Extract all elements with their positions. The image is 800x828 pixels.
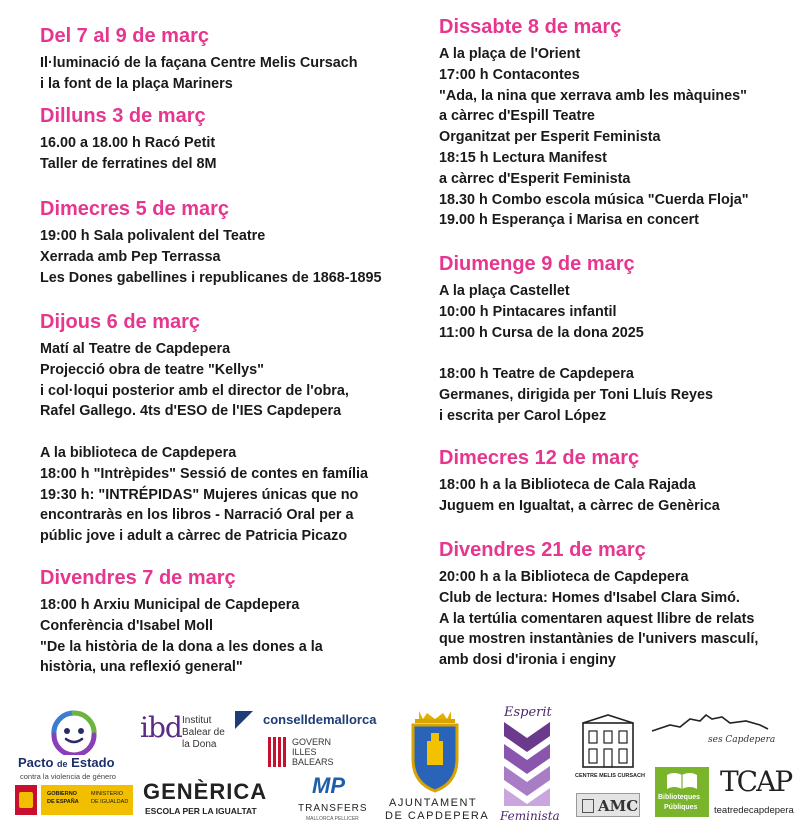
- event-line: 18:00 h Arxiu Municipal de Capdepera: [40, 597, 300, 613]
- generica-name: GENÈRICA: [143, 779, 268, 804]
- biblioteques-line2: Públiques: [664, 804, 698, 811]
- event-line: 18:00 h Teatre de Capdepera: [439, 366, 634, 383]
- govern-line1: GOVERN: [292, 737, 332, 747]
- ajuntament-capdepera-logo: [385, 709, 490, 825]
- building-icon: [579, 713, 637, 769]
- event-line: públic jove i adult a càrrec de Patricia Picazo: [40, 528, 348, 545]
- event-block-21-march: [439, 538, 758, 671]
- event-block-7-9-march: [40, 24, 358, 95]
- govern-line3: BALEARS: [292, 757, 334, 767]
- ministry-line1: MINISTERIO: [91, 791, 124, 797]
- event-lines: [40, 226, 382, 288]
- event-line: Juguem en Igualtat, a càrrec de Genèrica: [439, 497, 720, 514]
- generica-logo: [143, 779, 283, 819]
- event-day-heading: Dimecres 5 de març: [40, 198, 230, 220]
- pacto-estado: Estado: [71, 755, 115, 770]
- gobierno-line1: GOBIERNO: [47, 791, 77, 797]
- event-line: Les Dones gabellines i republicanes de 1868-1895: [40, 269, 382, 286]
- event-lines: [40, 339, 368, 547]
- tcap-mark: TCAP: [720, 765, 792, 798]
- ses-capdepera-name: ses Capdepera: [708, 735, 776, 745]
- event-block-8-march: [439, 15, 749, 231]
- sponsor-logos: [0, 695, 800, 828]
- consell-mallorca-logo: [233, 709, 383, 733]
- esperit-top: Esperit: [504, 705, 552, 720]
- ibd-line2: Balear de: [182, 727, 225, 738]
- biblioteques-line1: Biblioteques: [658, 794, 701, 801]
- event-lines: [40, 53, 358, 95]
- ajuntament-line1: AJUNTAMENT: [389, 797, 478, 809]
- pacto-subtitle: contra la violencia de género: [20, 772, 116, 781]
- consell-name: conselldemallorca: [263, 712, 377, 727]
- event-line: 19:00 h Sala polivalent del Teatre: [40, 228, 266, 244]
- generica-subtitle: ESCOLA PER LA IGUALTAT: [145, 806, 257, 816]
- esperit-feminista-logo: [496, 705, 558, 827]
- event-block-12-march: [439, 446, 720, 517]
- capdepera-coat-of-arms-icon: [405, 709, 465, 793]
- govern-line2: ILLES: [292, 747, 317, 757]
- event-lines: [439, 567, 758, 671]
- archive-icon: [582, 799, 594, 813]
- event-line: A la plaça de l'Orient: [439, 46, 581, 62]
- event-line: història, una reflexió general": [40, 659, 243, 676]
- ministry-line2: DE IGUALDAD: [91, 799, 129, 805]
- pacto-de-estado-logo: [18, 705, 130, 785]
- event-line: 19:30 h: "INTRÉPIDAS" Mujeres únicas que no: [40, 486, 359, 503]
- govern-illes-balears-logo: [268, 735, 348, 771]
- spain-coat-of-arms-icon: [15, 785, 37, 815]
- event-line: 19.00 h Esperança i Marisa en concert: [439, 212, 699, 229]
- event-line: Organitzat per Esperit Feminista: [439, 129, 661, 146]
- ajuntament-line2: DE CAPDEPERA: [385, 810, 490, 822]
- event-line: 20:00 h a la Biblioteca de Capdepera: [439, 569, 689, 585]
- event-block-6-march: [40, 310, 368, 547]
- event-line: Club de lectura: Homes d'Isabel Clara Simó.: [439, 589, 740, 606]
- ibd-mark: ibd: [140, 711, 182, 744]
- event-line: "Ada, la nina que xerrava amb les màquines": [439, 87, 747, 104]
- event-day-heading: Dijous 6 de març: [40, 311, 201, 333]
- event-block-3-march: [40, 104, 216, 175]
- amc-logo: [576, 793, 640, 817]
- event-day-heading: Divendres 7 de març: [40, 567, 236, 589]
- transfers-logo: [298, 773, 368, 825]
- event-day-heading: Diumenge 9 de març: [439, 253, 635, 275]
- event-line: amb dosi d'ironia i enginy: [439, 652, 616, 669]
- event-line: 18:00 h "Intrèpides" Sessió de contes en família: [40, 465, 368, 482]
- event-line: 11:00 h Cursa de la dona 2025: [439, 324, 644, 341]
- event-line: Il·luminació de la façana Centre Melis Cursach: [40, 55, 358, 71]
- event-line: Matí al Teatre de Capdepera: [40, 341, 231, 357]
- tcap-name: teatredecapdepera: [714, 805, 794, 816]
- event-line: 18:00 h a la Biblioteca de Cala Rajada: [439, 477, 696, 493]
- event-day-heading: Divendres 21 de març: [439, 539, 646, 561]
- event-line: A la biblioteca de Capdepera: [40, 444, 237, 461]
- event-block-9-march: [439, 252, 713, 427]
- event-line: 16.00 a 18.00 h Racó Petit: [40, 135, 216, 151]
- event-line: i col·loqui posterior amb el director de l'obra,: [40, 382, 349, 399]
- transfers-subtitle: MALLORCA PELLICER: [306, 816, 359, 822]
- event-line-spacer: [40, 422, 368, 443]
- event-line: Conferència d'Isabel Moll: [40, 617, 213, 634]
- ibd-logo: [140, 711, 230, 759]
- event-line: a càrrec d'Esperit Feminista: [439, 170, 631, 187]
- transfers-mark: MP: [312, 773, 345, 798]
- event-line: i escrita per Carol López: [439, 407, 607, 424]
- teatre-capdepera-logo: [714, 765, 798, 823]
- event-lines: [40, 595, 323, 678]
- event-line: Xerrada amb Pep Terrassa: [40, 248, 221, 265]
- melis-name: CENTRE MELIS CURSACH: [575, 773, 645, 779]
- event-line: Taller de ferratines del 8M: [40, 155, 217, 172]
- esperit-bottom: Feminista: [500, 809, 560, 823]
- event-lines: [439, 44, 749, 231]
- event-day-heading: Dimecres 12 de març: [439, 447, 640, 469]
- event-line: que mostren instantànies de l'univers masculí,: [439, 631, 759, 648]
- event-line: 17:00 h Contacontes: [439, 66, 580, 83]
- event-lines: [439, 281, 713, 427]
- amc-name: AMC: [598, 797, 639, 815]
- event-line: A la tertúlia comentaren aquest llibre de relats: [439, 610, 755, 627]
- event-day-heading: Dilluns 3 de març: [40, 105, 206, 127]
- centre-melis-cursach-logo: [575, 713, 643, 785]
- event-line: i la font de la plaça Mariners: [40, 75, 233, 92]
- event-block-5-march: [40, 197, 382, 288]
- open-book-icon: [665, 771, 699, 791]
- event-line: a càrrec d'Espill Teatre: [439, 108, 595, 125]
- gobierno-line2: DE ESPAÑA: [47, 799, 79, 805]
- event-line: 10:00 h Pintacares infantil: [439, 303, 617, 320]
- event-line: Germanes, dirigida per Toni Lluís Reyes: [439, 386, 714, 403]
- ibd-line3: la Dona: [182, 739, 217, 750]
- pacto-circle-icon: [44, 705, 104, 755]
- event-line: encontraràs en los libros - Narració Oral per a: [40, 507, 354, 524]
- event-lines: [439, 475, 720, 517]
- event-line: "De la història de la dona a les dones a la: [40, 638, 323, 655]
- event-line: Rafel Gallego. 4ts d'ESO de l'IES Capdepera: [40, 403, 342, 420]
- gobierno-espana-logo: [15, 785, 133, 817]
- pacto-title: Pacto: [18, 755, 54, 770]
- event-line: Projecció obra de teatre "Kellys": [40, 361, 264, 378]
- pacto-de: de: [57, 759, 68, 769]
- event-line: A la plaça Castellet: [439, 283, 570, 299]
- castle-skyline-icon: [650, 711, 770, 735]
- event-block-7-march: [40, 566, 323, 678]
- event-day-heading: Dissabte 8 de març: [439, 16, 622, 38]
- ibd-line1: Institut: [182, 715, 212, 726]
- esperit-chevron-icon: [504, 722, 550, 806]
- event-line-spacer: [439, 343, 713, 364]
- consell-shield-icon: [233, 709, 255, 731]
- event-line: 18:15 h Lectura Manifest: [439, 149, 607, 166]
- govern-stripes-icon: [268, 737, 286, 767]
- biblioteques-publiques-logo: [655, 767, 709, 817]
- transfers-name: TRANSFERS: [298, 803, 368, 814]
- event-lines: [40, 133, 216, 175]
- ses-capdepera-logo: [650, 711, 776, 751]
- event-line: 18.30 h Combo escola música "Cuerda Floja": [439, 191, 749, 208]
- event-day-heading: Del 7 al 9 de març: [40, 25, 209, 47]
